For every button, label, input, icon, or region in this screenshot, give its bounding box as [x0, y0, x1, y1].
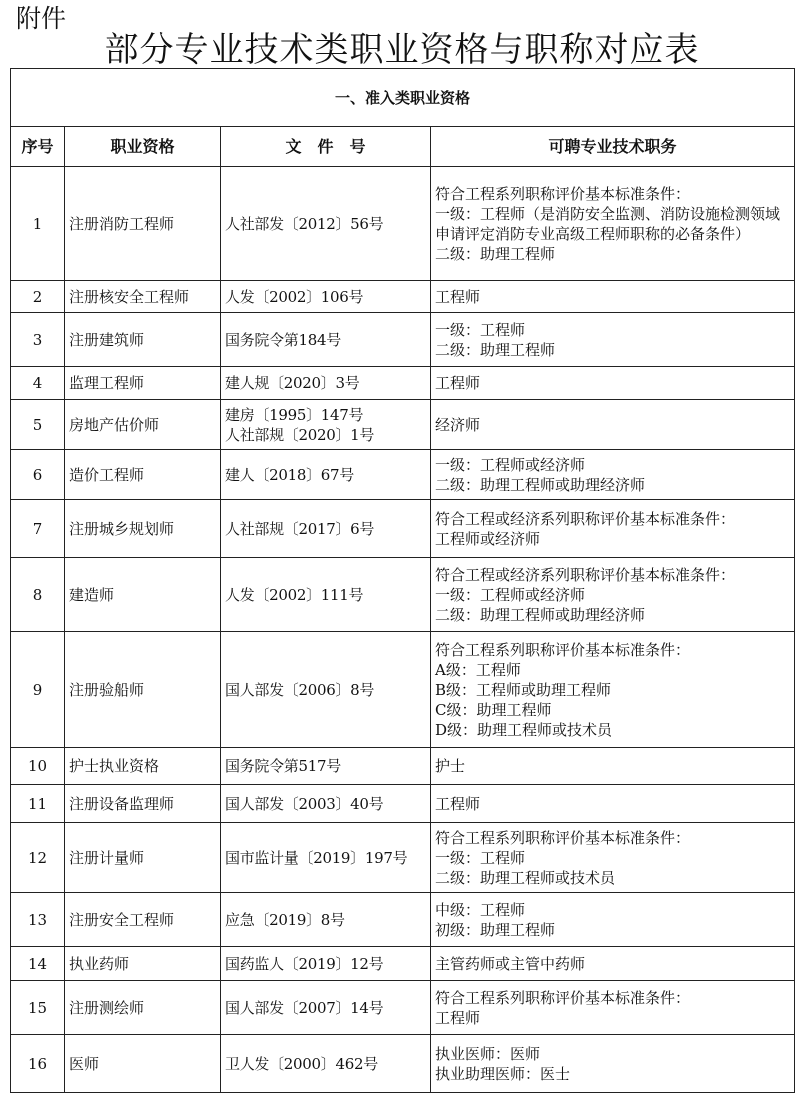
qualification-name: 执业药师: [65, 947, 221, 981]
document-number: 建人〔2018〕67号: [225, 465, 354, 484]
document-number: 国人部发〔2007〕14号: [225, 998, 384, 1017]
qualification-name: 注册建筑师: [65, 313, 221, 367]
header-document-no: 文 件 号: [221, 127, 431, 167]
post-line: 一级：工程师或经济师: [435, 585, 586, 604]
posts-cell: [431, 748, 795, 785]
post-line: 执业医师：医师: [435, 1044, 541, 1063]
document-number-cell: [221, 981, 431, 1035]
post-line: 工程师: [435, 287, 481, 306]
header-no: 序号: [11, 127, 65, 167]
post-line: 二级：助理工程师或助理经济师: [435, 475, 646, 494]
section-row: [11, 69, 795, 127]
qualification-name: 医师: [65, 1035, 221, 1093]
row-number: 5: [11, 400, 65, 450]
posts-cell: [431, 1035, 795, 1093]
row-number: 11: [11, 785, 65, 823]
posts-cell: [431, 558, 795, 632]
post-line: 一级：工程师（是消防安全监测、消防设施检测领域申请评定消防专业高级工程师职称的必备条件）: [435, 204, 781, 243]
post-line: C级：助理工程师: [435, 700, 552, 719]
row-number: 6: [11, 450, 65, 500]
header-posts: 可聘专业技术职务: [431, 127, 795, 167]
document-number: 人社部发〔2012〕56号: [225, 214, 384, 233]
table-row: [11, 785, 795, 823]
document-number-cell: [221, 748, 431, 785]
row-number: 14: [11, 947, 65, 981]
post-line: A级：工程师: [435, 660, 521, 679]
post-line: 符合工程系列职称评价基本标准条件：: [435, 988, 691, 1007]
document-number-cell: [221, 281, 431, 313]
section-title: 一、准入类职业资格: [11, 69, 795, 127]
table-row: [11, 400, 795, 450]
qualification-name: 注册安全工程师: [65, 893, 221, 947]
document-number: 人发〔2002〕111号: [225, 585, 364, 604]
table-row: [11, 500, 795, 558]
document-number-cell: [221, 947, 431, 981]
posts-cell: [431, 785, 795, 823]
row-number: 10: [11, 748, 65, 785]
post-line: 工程师: [435, 374, 481, 392]
qualification-name: 注册城乡规划师: [65, 500, 221, 558]
posts-cell: [431, 281, 795, 313]
post-line: 工程师: [435, 1008, 481, 1027]
table-row: [11, 281, 795, 313]
posts-cell: [431, 450, 795, 500]
table-row: [11, 981, 795, 1035]
document-number-cell: [221, 400, 431, 450]
post-line: 二级：助理工程师: [435, 340, 556, 359]
row-number: 7: [11, 500, 65, 558]
table-row: [11, 558, 795, 632]
post-line: 二级：助理工程师或助理经济师: [435, 605, 646, 624]
document-number-cell: [221, 823, 431, 893]
post-line: 符合工程或经济系列职称评价基本标准条件：: [435, 509, 736, 528]
table-row: [11, 748, 795, 785]
post-line: 工程师或经济师: [435, 529, 541, 548]
row-number: 2: [11, 281, 65, 313]
document-number-cell: [221, 167, 431, 281]
post-line: 初级：助理工程师: [435, 920, 556, 939]
table-row: [11, 167, 795, 281]
header-qualification: 职业资格: [65, 127, 221, 167]
posts-cell: [431, 400, 795, 450]
post-line: 二级：助理工程师或技术员: [435, 868, 616, 887]
document-number-cell: [221, 1035, 431, 1093]
document-number: 国人部发〔2003〕40号: [225, 794, 384, 813]
row-number: 1: [11, 167, 65, 281]
row-number: 4: [11, 367, 65, 400]
qualification-name: 注册计量师: [65, 823, 221, 893]
row-number: 9: [11, 632, 65, 748]
post-line: 护士: [435, 757, 466, 775]
document-number: 建房〔1995〕147号: [225, 405, 364, 424]
annex-label: 附件: [16, 4, 67, 33]
post-line: 符合工程系列职称评价基本标准条件：: [435, 828, 691, 847]
document-number-cell: [221, 785, 431, 823]
post-line: 中级：工程师: [435, 900, 526, 919]
posts-cell: [431, 893, 795, 947]
table-row: [11, 893, 795, 947]
row-number: 13: [11, 893, 65, 947]
post-line: 一级：工程师: [435, 848, 526, 867]
table-row: [11, 1035, 795, 1093]
posts-cell: [431, 947, 795, 981]
posts-cell: [431, 823, 795, 893]
table-row: [11, 450, 795, 500]
document-number-cell: [221, 450, 431, 500]
qualification-name: 注册测绘师: [65, 981, 221, 1035]
document-number: 人社部规〔2017〕6号: [225, 519, 375, 538]
row-number: 12: [11, 823, 65, 893]
document-number-cell: [221, 367, 431, 400]
document-number: 国务院令第184号: [225, 330, 341, 349]
post-line: 符合工程或经济系列职称评价基本标准条件：: [435, 565, 736, 584]
post-line: B级：工程师或助理工程师: [435, 680, 612, 699]
qualification-table: [10, 68, 795, 1093]
posts-cell: [431, 500, 795, 558]
post-line: 经济师: [435, 415, 481, 434]
posts-cell: [431, 632, 795, 748]
post-line: 执业助理医师：医士: [435, 1064, 571, 1083]
document-number-cell: [221, 500, 431, 558]
post-line: 工程师: [435, 794, 481, 813]
document-number: 国市监计量〔2019〕197号: [225, 848, 408, 867]
post-line: 主管药师或主管中药师: [435, 954, 586, 973]
post-line: 一级：工程师或经济师: [435, 455, 586, 474]
table-row: [11, 947, 795, 981]
qualification-name: 房地产估价师: [65, 400, 221, 450]
document-number: 人发〔2002〕106号: [225, 287, 364, 306]
row-number: 8: [11, 558, 65, 632]
post-line: D级：助理工程师或技术员: [435, 720, 613, 739]
table-row: [11, 823, 795, 893]
document-number: 国药监人〔2019〕12号: [225, 954, 384, 973]
row-number: 3: [11, 313, 65, 367]
qualification-name: 注册验船师: [65, 632, 221, 748]
posts-cell: [431, 167, 795, 281]
posts-cell: [431, 981, 795, 1035]
post-line: 一级：工程师: [435, 320, 526, 339]
document-number: 国人部发〔2006〕8号: [225, 680, 375, 699]
document-number-cell: [221, 632, 431, 748]
qualification-name: 监理工程师: [65, 367, 221, 400]
qualification-name: 注册核安全工程师: [65, 281, 221, 313]
post-line: 二级：助理工程师: [435, 244, 556, 263]
document-number-cell: [221, 893, 431, 947]
header-row: [11, 127, 795, 167]
document-number: 人社部规〔2020〕1号: [225, 425, 375, 444]
document-number-cell: [221, 313, 431, 367]
row-number: 15: [11, 981, 65, 1035]
table-row: [11, 632, 795, 748]
document-number: 国务院令第517号: [225, 757, 341, 775]
document-title: 部分专业技术类职业资格与职称对应表: [104, 30, 700, 70]
document-number: 卫人发〔2000〕462号: [225, 1054, 378, 1073]
post-line: 符合工程系列职称评价基本标准条件：: [435, 184, 691, 203]
qualification-name: 注册消防工程师: [65, 167, 221, 281]
table-row: [11, 367, 795, 400]
document-number: 应急〔2019〕8号: [225, 910, 345, 929]
document-number: 建人规〔2020〕3号: [225, 374, 360, 392]
posts-cell: [431, 313, 795, 367]
document-number-cell: [221, 558, 431, 632]
qualification-name: 护士执业资格: [65, 748, 221, 785]
qualification-name: 注册设备监理师: [65, 785, 221, 823]
row-number: 16: [11, 1035, 65, 1093]
qualification-name: 建造师: [65, 558, 221, 632]
table-row: [11, 313, 795, 367]
posts-cell: [431, 367, 795, 400]
qualification-name: 造价工程师: [65, 450, 221, 500]
post-line: 符合工程系列职称评价基本标准条件：: [435, 640, 691, 659]
